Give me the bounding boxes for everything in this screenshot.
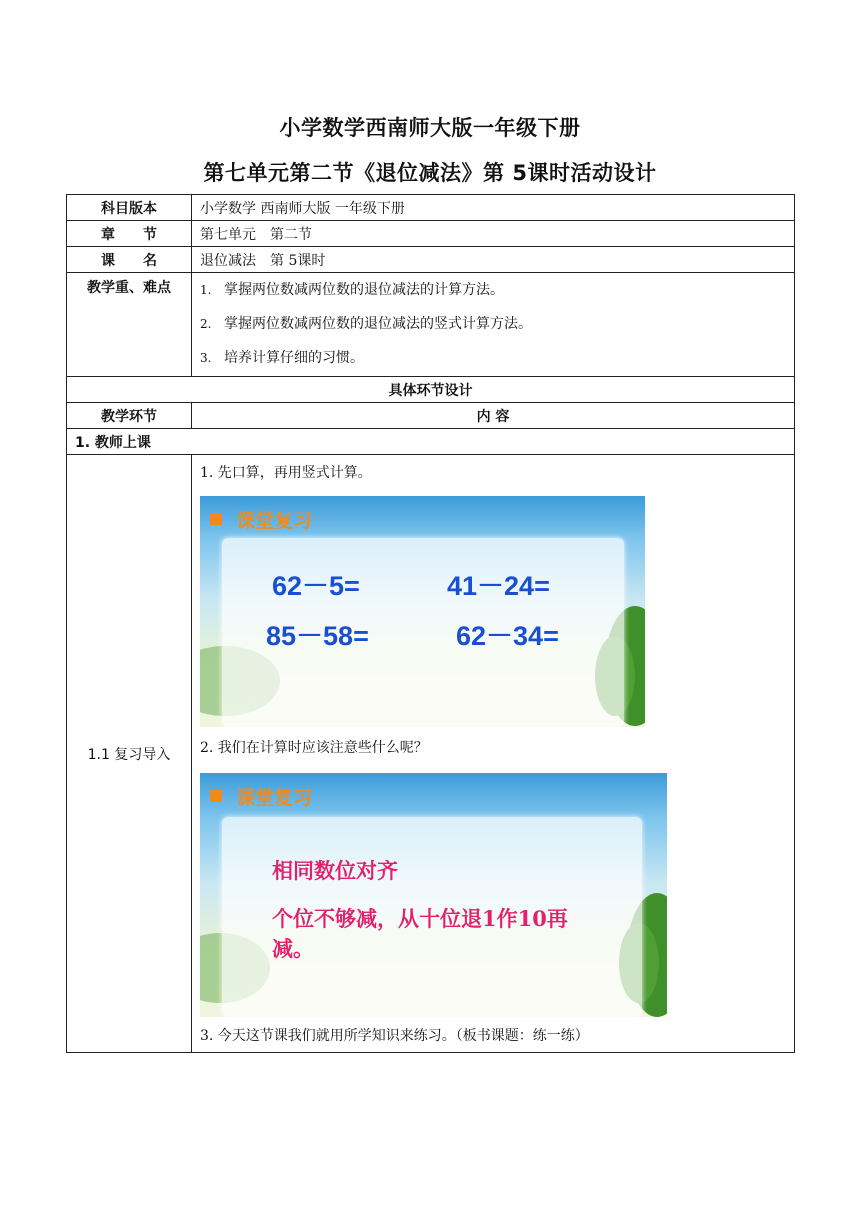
slide-header: 课堂复习 bbox=[210, 504, 312, 534]
content-paragraph-2: 2. 我们在计算时应该注意些什么呢？ bbox=[200, 740, 428, 756]
key-point: 2. 掌握两位数减两位数的退位减法的竖式计算方法。 bbox=[200, 316, 532, 332]
square-bullet-icon bbox=[210, 790, 222, 802]
step-label: 1.1 复习导入 bbox=[67, 455, 192, 1053]
subject-value: 小学数学 西南师大版 一年级下册 bbox=[192, 195, 795, 221]
design-header: 具体环节设计 bbox=[67, 377, 795, 403]
row-subject bbox=[67, 195, 795, 221]
chapter-label: 章 节 bbox=[67, 221, 192, 247]
equation: 62－34= bbox=[456, 621, 559, 651]
doc-subtitle: 第七单元第二节《退位减法》第 5课时活动设计 bbox=[203, 161, 657, 185]
review-slide-tips bbox=[200, 773, 667, 1017]
lesson-label: 课 名 bbox=[67, 247, 192, 273]
tip-line: 减。 bbox=[272, 936, 314, 961]
key-point: 1. 掌握两位数减两位数的退位减法的计算方法。 bbox=[200, 282, 504, 298]
square-bullet-icon bbox=[210, 513, 222, 525]
content-paragraph-3: 3. 今天这节课我们就用所学知识来练习。（板书课题：练一练） bbox=[200, 1028, 589, 1044]
equation: 41－24= bbox=[447, 571, 550, 601]
step-content bbox=[192, 455, 795, 1053]
chapter-value: 第七单元 第二节 bbox=[192, 221, 795, 247]
content-paragraph-1: 1. 先口算，再用竖式计算。 bbox=[200, 465, 372, 481]
doc-title: 小学数学西南师大版一年级下册 bbox=[279, 116, 581, 140]
row-lesson bbox=[67, 247, 795, 273]
col-step-header: 教学环节 bbox=[67, 403, 192, 429]
equation: 85－58= bbox=[266, 621, 369, 651]
tip-line: 个位不够减，从十位退1作10再 bbox=[272, 906, 568, 931]
review-slide-equations bbox=[200, 496, 645, 727]
row-chapter bbox=[67, 221, 795, 247]
subject-label: 科目版本 bbox=[67, 195, 192, 221]
tip-line: 相同数位对齐 bbox=[272, 858, 398, 883]
row-column-headers bbox=[67, 403, 795, 429]
slide-header: 课堂复习 bbox=[210, 781, 312, 811]
lesson-plan-table bbox=[66, 194, 795, 1053]
row-key-points bbox=[67, 273, 795, 377]
row-section-1 bbox=[67, 429, 795, 455]
lesson-value: 退位减法 第 5课时 bbox=[192, 247, 795, 273]
col-content-header: 内 容 bbox=[192, 403, 795, 429]
key-point: 3. 培养计算仔细的习惯。 bbox=[200, 350, 364, 366]
row-design-header bbox=[67, 377, 795, 403]
equation: 62－5= bbox=[272, 571, 360, 601]
key-label: 教学重、难点 bbox=[67, 273, 192, 377]
section-title: 1. 教师上课 bbox=[67, 429, 795, 455]
row-step-1-1 bbox=[67, 455, 795, 1053]
key-points-list bbox=[192, 273, 795, 377]
